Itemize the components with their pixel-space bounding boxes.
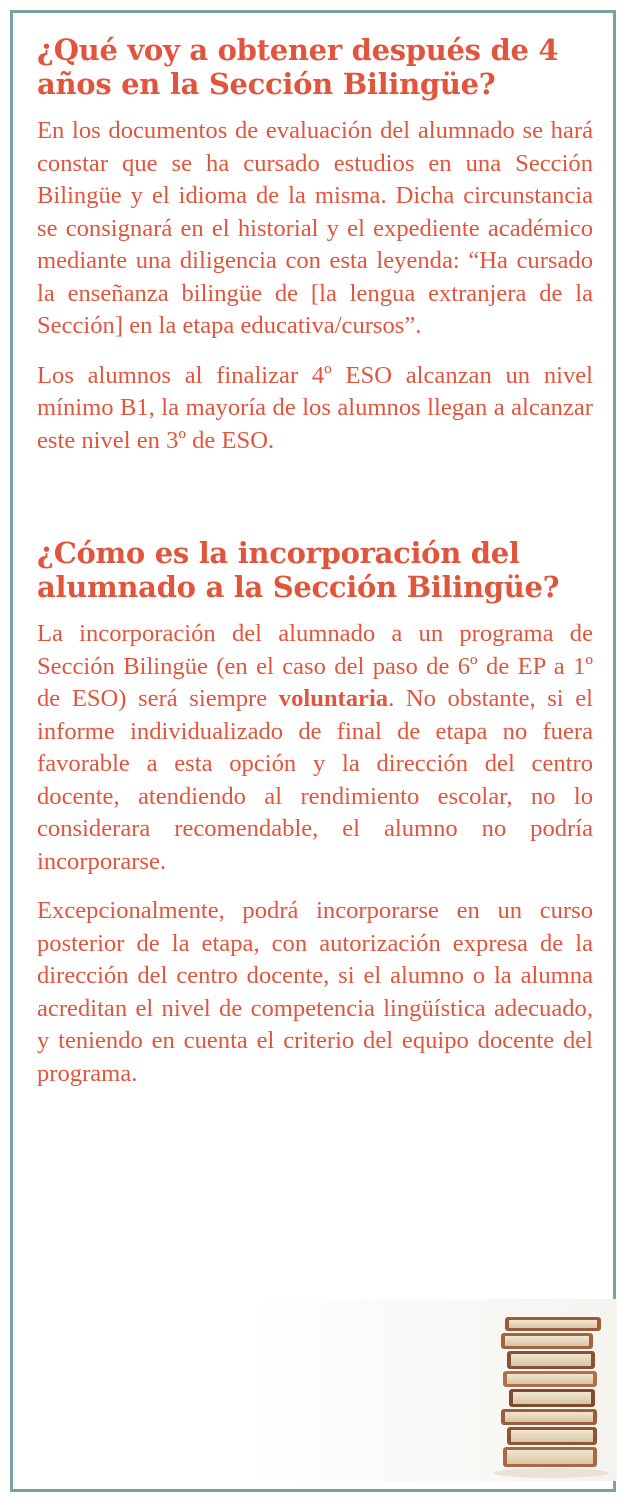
- section-obtain: [37, 33, 593, 457]
- info-panel: [10, 10, 616, 1492]
- panel-content: [37, 33, 593, 1107]
- stack-of-books-icon: [249, 1299, 617, 1481]
- paragraph-exception: Excepcionalmente, podrá incorporarse en un curso posterior de la etapa, con autorización expresa de la dirección del centro docente, si el alumno o la alumna acreditan el nivel de competencia lingüística adecuado, y teniendo en cuenta el criterio del equipo docente del programa.: [37, 897, 593, 1087]
- section-heading-incorporation: ¿Cómo es la incorporación del alumnado a la Sección Bilingüe?: [37, 536, 560, 604]
- paragraph-level: Los alumnos al finalizar 4º ESO alcanzan un nivel mínimo B1, la mayoría de los alumnos llegan a alcanzar este nivel en 3º de ESO.: [37, 361, 593, 454]
- section-incorporation: [37, 536, 593, 1090]
- section-heading-obtain: ¿Qué voy a obtener después de 4 años en la Sección Bilingüe?: [37, 33, 559, 101]
- paragraph-evaluation: En los documentos de evaluación del alumnado se hará constar que se ha cursado estudios en una Sección Bilingüe y el idioma de la misma. Dicha circunstancia se consignará en el historial y el expediente académico mediante una diligencia con esta leyenda: “Ha cursado la enseñanza bilingüe de [la lengua extranjera de la Sección] en la etapa educativa/cursos”.: [37, 117, 593, 339]
- bold-voluntaria: voluntaria: [278, 685, 389, 712]
- text-before: La incorporación del alumnado a un programa de Sección Bilingüe (en el caso del paso de 6º de EP a 1º de ESO) será siempre: [37, 620, 593, 712]
- text-after: . No obstante, si el informe individualizado de final de etapa no fuera favorable a esta opción y la dirección del centro docente, atendiendo al rendimiento escolar, no lo considerara recomendable, el alumno no podría incorporarse.: [37, 685, 594, 875]
- paragraph-voluntary: [37, 618, 593, 878]
